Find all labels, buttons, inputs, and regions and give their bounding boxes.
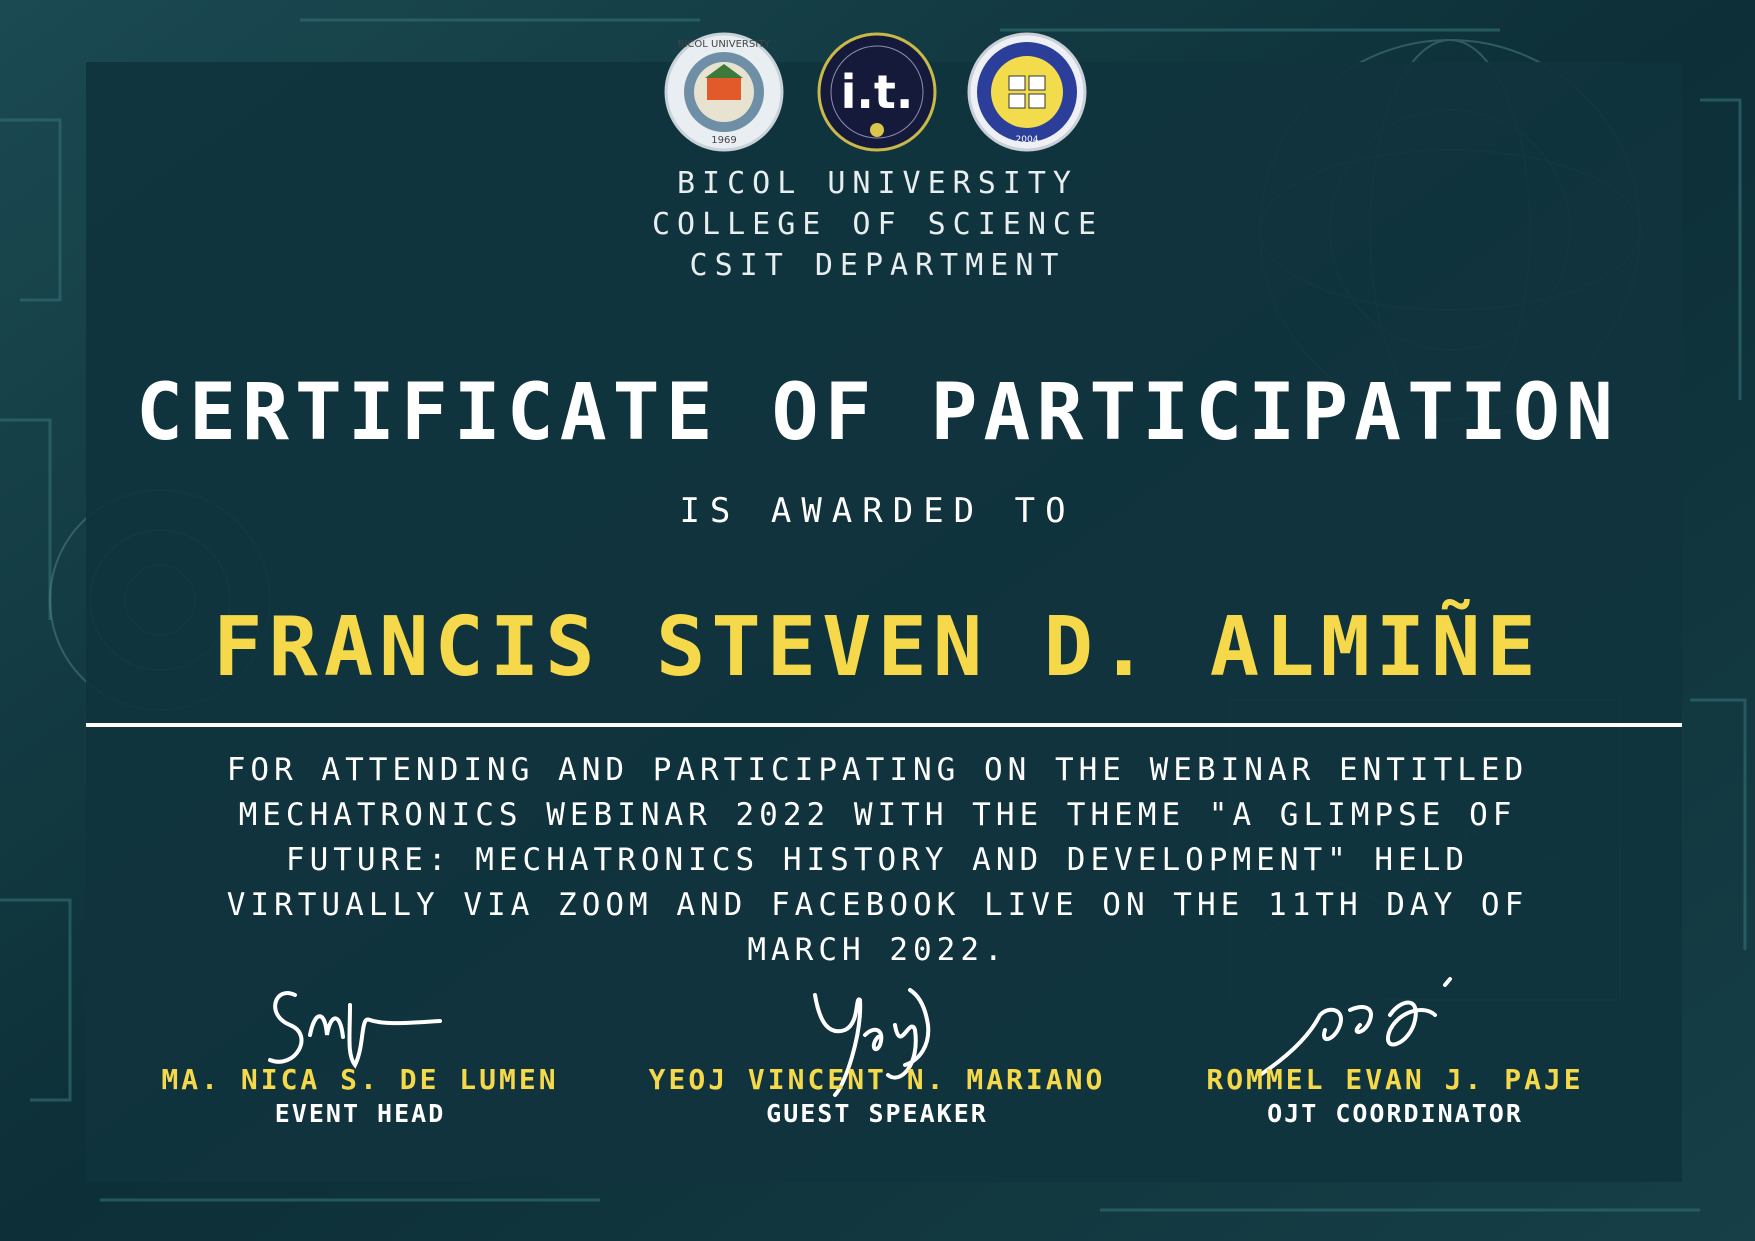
svg-text:1969: 1969 bbox=[711, 135, 737, 146]
svg-text:i.t.: i.t. bbox=[840, 65, 914, 119]
body-line-1: FOR ATTENDING AND PARTICIPATING ON THE WEBINAR ENTITLED bbox=[226, 752, 1529, 788]
bicol-university-seal-icon bbox=[662, 30, 787, 155]
body-line-4: VIRTUALLY VIA ZOOM AND FACEBOOK LIVE ON THE 11TH DAY OF bbox=[226, 887, 1529, 923]
signatory-name: YEOJ VINCENT N. MARIANO bbox=[648, 1063, 1106, 1096]
body-line-5: MARCH 2022. bbox=[747, 932, 1008, 968]
signatory-role: EVENT HEAD bbox=[274, 1099, 446, 1128]
college-of-science-seal-icon bbox=[965, 30, 1090, 155]
it-society-logo-icon bbox=[815, 30, 940, 155]
svg-text:BICOL UNIVERSITY: BICOL UNIVERSITY bbox=[677, 39, 771, 50]
institution-college: COLLEGE OF SCIENCE bbox=[651, 207, 1104, 242]
awarded-to-label: IS AWARDED TO bbox=[679, 491, 1076, 531]
svg-text:2004: 2004 bbox=[1015, 135, 1039, 145]
logo-row bbox=[0, 30, 1755, 155]
signatory-name: ROMMEL EVAN J. PAJE bbox=[1206, 1063, 1584, 1096]
signatory-name: MA. NICA S. DE LUMEN bbox=[161, 1063, 559, 1096]
signatory-guest-speaker bbox=[617, 1062, 1137, 1130]
signatory-ojt-coordinator bbox=[1135, 1062, 1655, 1130]
institution-block bbox=[0, 163, 1755, 286]
signature-event-head bbox=[255, 975, 465, 1075]
certificate-body bbox=[130, 748, 1625, 973]
institution-department: CSIT DEPARTMENT bbox=[689, 248, 1066, 283]
certificate-title: CERTIFICATE OF PARTICIPATION bbox=[136, 368, 1619, 458]
signatory-role: OJT COORDINATOR bbox=[1267, 1099, 1523, 1128]
institution-university: BICOL UNIVERSITY bbox=[677, 166, 1078, 201]
signatory-role: GUEST SPEAKER bbox=[766, 1099, 988, 1128]
body-line-3: FUTURE: MECHATRONICS HISTORY AND DEVELOPMENT" HELD bbox=[285, 842, 1470, 878]
body-line-2: MECHATRONICS WEBINAR 2022 WITH THE THEME "A GLIMPSE OF bbox=[238, 797, 1517, 833]
signatory-event-head bbox=[100, 1062, 620, 1130]
name-underline bbox=[86, 723, 1682, 727]
recipient-name: FRANCIS STEVEN D. ALMIÑE bbox=[213, 600, 1542, 695]
